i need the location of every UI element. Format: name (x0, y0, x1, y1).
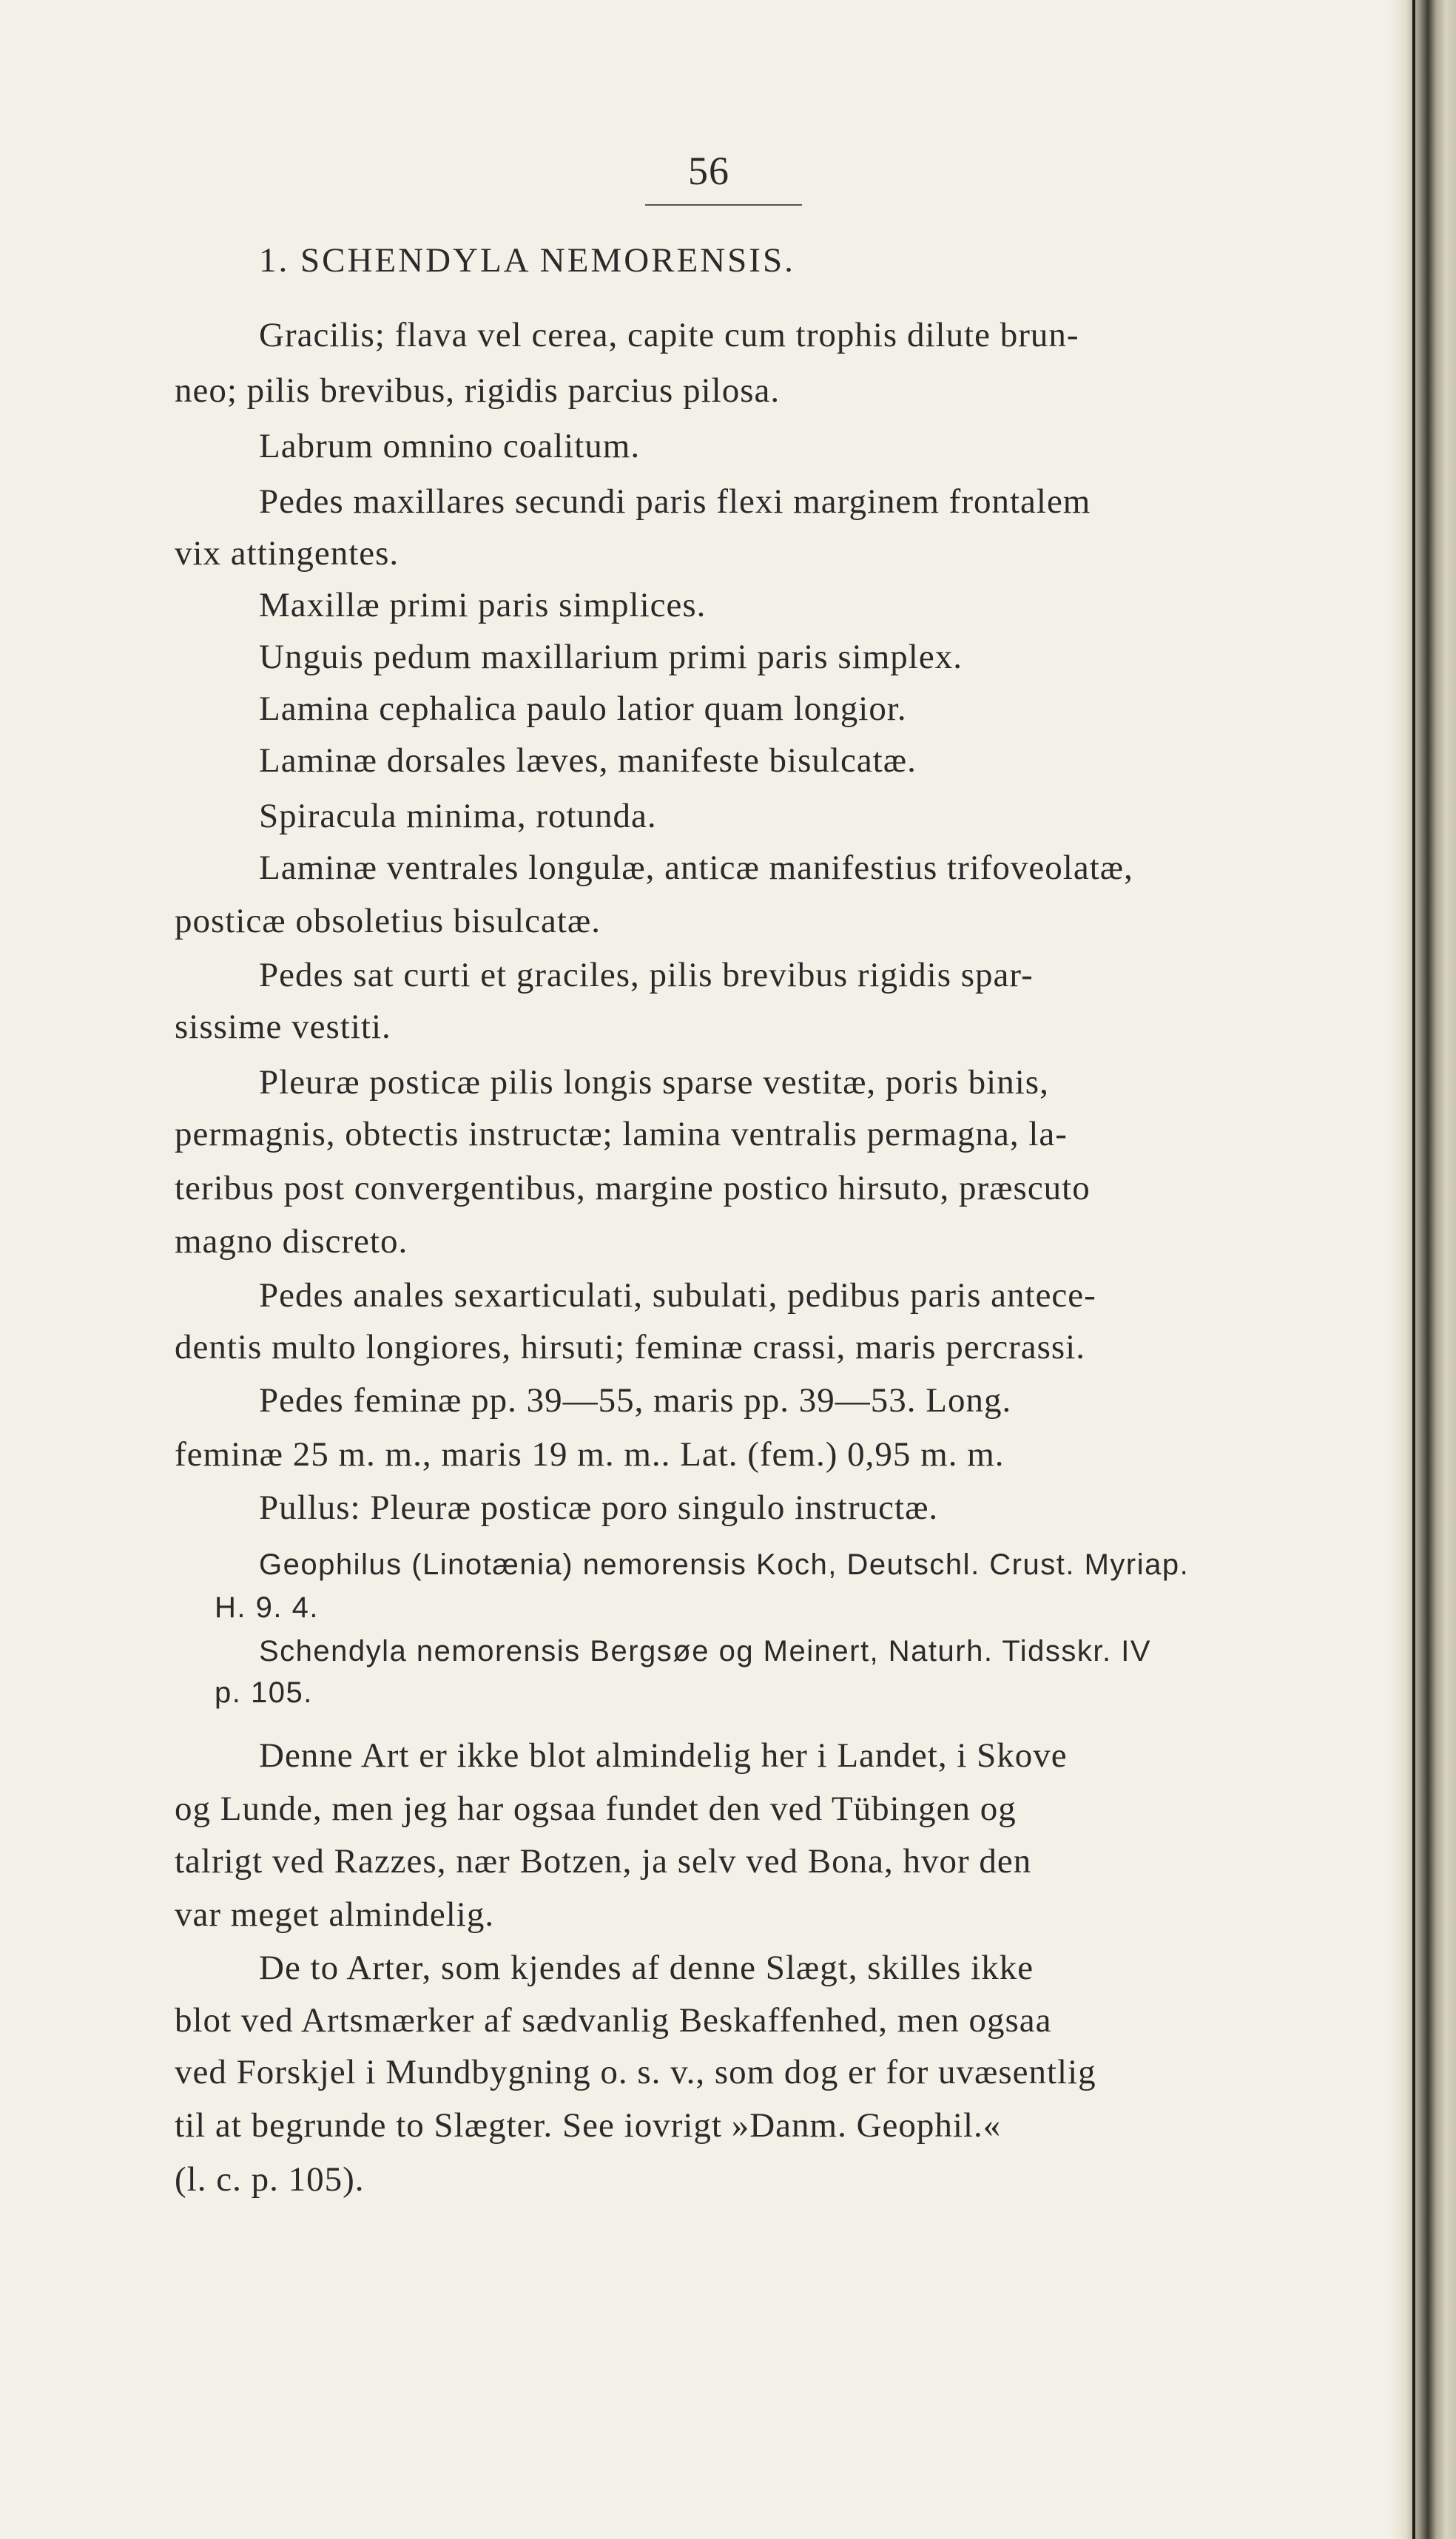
text-line: teribus post convergentibus, margine postico hirsuto, præscuto (175, 1169, 1091, 1207)
text-line: Gracilis; flava vel cerea, capite cum trophis dilute brun- (259, 316, 1079, 354)
text-line: Maxillæ primi paris simplices. (259, 586, 707, 624)
reference-line: p. 105. (215, 1676, 313, 1709)
text-line: Pleuræ posticæ pilis longis sparse vestitæ, poris binis, (259, 1063, 1049, 1102)
text-line: Unguis pedum maxillarium primi paris simplex. (259, 638, 963, 676)
text-line: Pedes anales sexarticulati, subulati, pedibus paris antece- (259, 1276, 1096, 1315)
text-line: Spiracula minima, rotunda. (259, 797, 657, 835)
page-number-rule (645, 204, 802, 206)
text-line: De to Arter, som kjendes af denne Slægt, skilles ikke (259, 1949, 1034, 1987)
text-line: og Lunde, men jeg har ogsaa fundet den ved Tübingen og (175, 1790, 1017, 1828)
text-line: Lamina cephalica paulo latior quam longior. (259, 689, 907, 728)
reference-line: Geophilus (Linotænia) nemorensis Koch, Deutschl. Crust. Myriap. (259, 1548, 1190, 1581)
text-line: Laminæ ventrales longulæ, anticæ manifestius trifoveolatæ, (259, 849, 1133, 887)
text-line: sissime vestiti. (175, 1008, 391, 1046)
text-line: vix attingentes. (175, 534, 400, 573)
page-number: 56 (688, 149, 729, 193)
text-line: Pedes sat curti et graciles, pilis brevibus rigidis spar- (259, 956, 1034, 994)
text-line: Denne Art er ikke blot almindelig her i Landet, i Skove (259, 1736, 1068, 1775)
text-line: Laminæ dorsales læves, manifeste bisulcatæ. (259, 741, 917, 780)
reference-line: H. 9. 4. (215, 1591, 319, 1624)
text-line: ved Forskjel i Mundbygning o. s. v., som dog er for uvæsentlig (175, 2053, 1096, 2091)
text-line: var meget almindelig. (175, 1895, 495, 1934)
book-spine-edge (1389, 0, 1456, 2539)
text-line: (l. c. p. 105). (175, 2160, 365, 2199)
text-line: talrigt ved Razzes, nær Botzen, ja selv ved Bona, hvor den (175, 1842, 1032, 1881)
spine-shadow-line (1412, 0, 1415, 2539)
text-line: Pullus: Pleuræ posticæ poro singulo instructæ. (259, 1488, 939, 1527)
text-line: blot ved Artsmærker af sædvanlig Beskaffenhed, men ogsaa (175, 2001, 1052, 2040)
reference-line: Schendyla nemorensis Bergsøe og Meinert, Naturh. Tidsskr. IV (259, 1635, 1152, 1668)
text-line: Pedes feminæ pp. 39—55, maris pp. 39—53. Long. (259, 1381, 1012, 1420)
text-line: posticæ obsoletius bisulcatæ. (175, 902, 601, 940)
text-line: Labrum omnino coalitum. (259, 427, 641, 465)
text-line: dentis multo longiores, hirsuti; feminæ crassi, maris percrassi. (175, 1328, 1085, 1366)
text-line: feminæ 25 m. m., maris 19 m. m.. Lat. (fem.) 0,95 m. m. (175, 1435, 1005, 1474)
text-line: neo; pilis brevibus, rigidis parcius pilosa. (175, 371, 781, 410)
text-line: til at begrunde to Slægter. See iovrigt »Danm. Geophil.« (175, 2106, 1002, 2145)
text-line: permagnis, obtectis instructæ; lamina ventralis permagna, la- (175, 1115, 1068, 1153)
text-line: Pedes maxillares secundi paris flexi marginem frontalem (259, 482, 1091, 521)
text-line: magno discreto. (175, 1222, 408, 1261)
species-heading: 1. SCHENDYLA NEMORENSIS. (259, 241, 795, 280)
